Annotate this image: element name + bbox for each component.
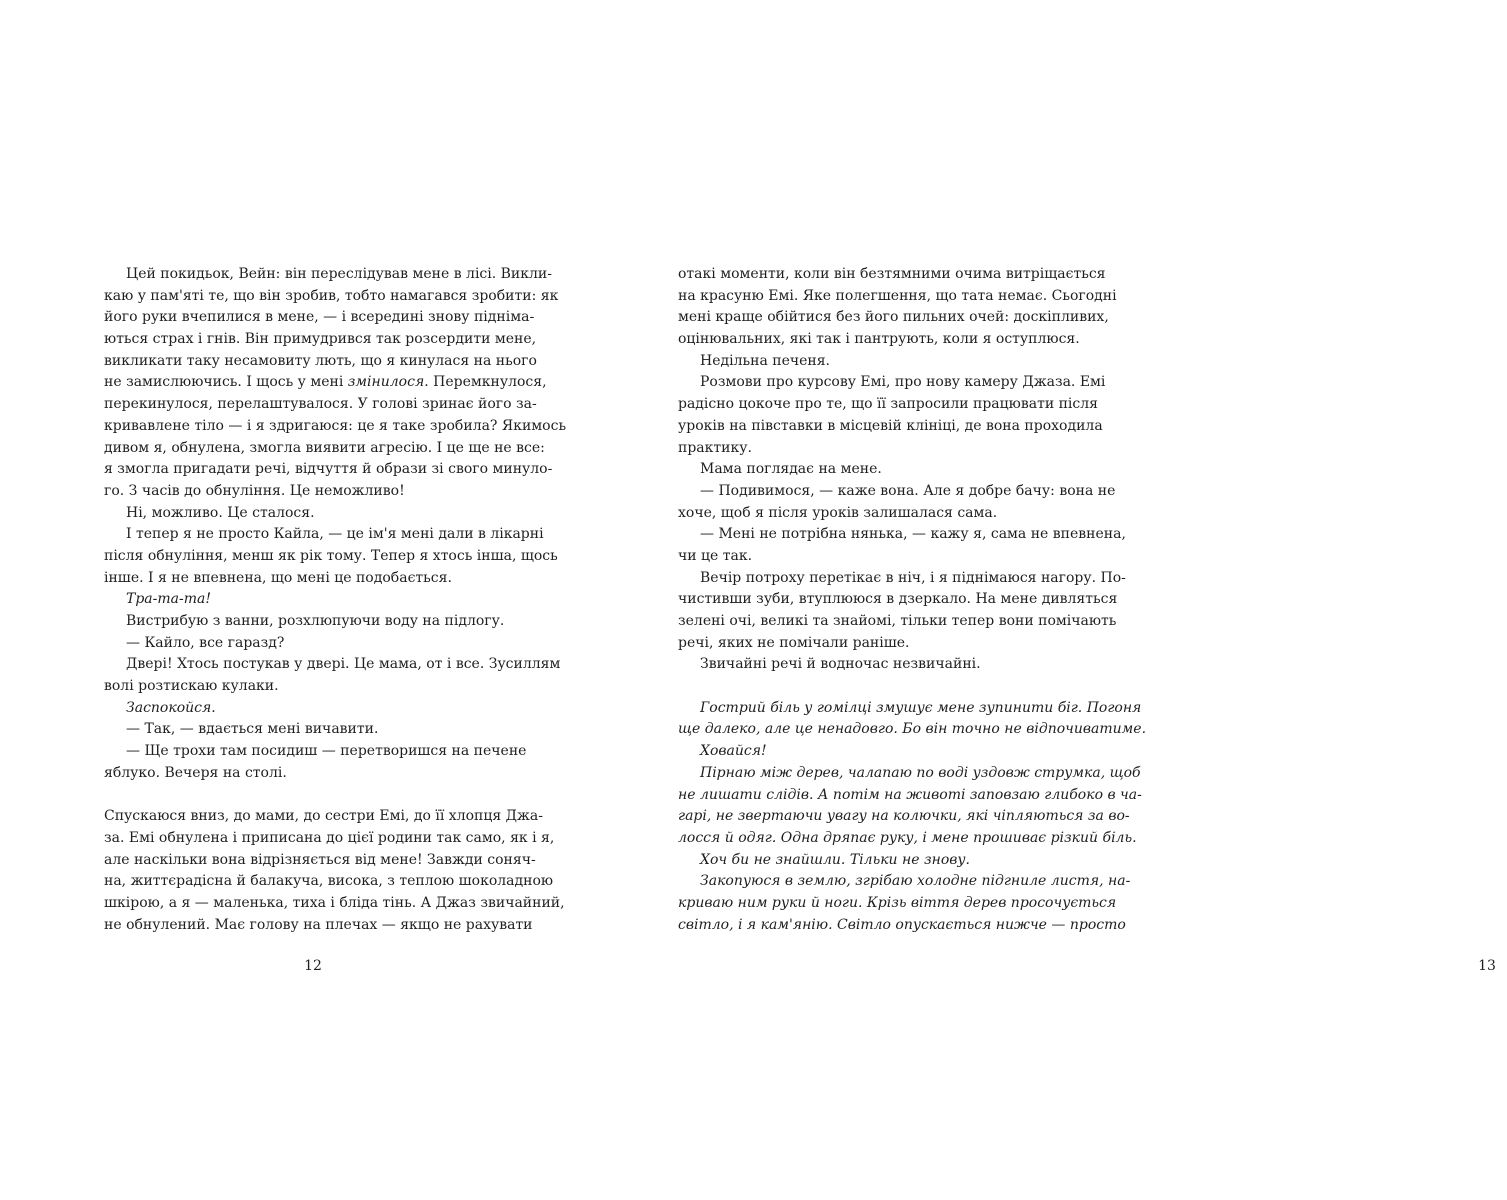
text-run: . Перемкнулося, (424, 374, 547, 391)
text-line: Мама поглядає на мене. (700, 461, 882, 478)
left-page (0, 0, 600, 1200)
text-line: гарі, не звертаючи увагу на колючки, які чіпляються за во- (678, 808, 1130, 825)
text-line: Вистрибую з ванни, розхлюпуючи воду на підлогу. (126, 613, 505, 629)
text-line: ються страх і гнів. Він примудрився так розсердити мене, (104, 331, 537, 348)
text-line: перекинулося, перелаштувалося. У голові зринає його за- (104, 396, 537, 413)
text-line: викликати таку несамовиту лють, що я кинулася на нього (104, 352, 537, 369)
right-page-text (678, 264, 1147, 936)
text-line: дивом я, обнулена, змогла виявити агресію. І це ще не все: (104, 439, 545, 456)
text-line: на, життєрадісна й балакуча, висока, з теплою шоколадною (104, 873, 554, 890)
text-line: Хоч би не знайшли. Тільки не знову. (700, 851, 970, 868)
text-line: за. Емі обнулена і приписана до цієї родини так само, як і я, (104, 829, 555, 846)
text-line: оцінювальних, які так і пантрують, коли я оступлюся. (678, 331, 1080, 348)
text-line: не лишати слідів. А потім на животі заповзаю глибоко в ча- (678, 786, 1142, 803)
text-line: чистивши зуби, втуплююся в дзеркало. На мене дивляться (678, 591, 1118, 608)
text-line: на красуню Емі. Яке полегшення, що тата немає. Сьогодні (678, 287, 1117, 304)
text-line: — Кайло, все гаразд? (126, 634, 285, 651)
text-line: Ні, можливо. Це сталося. (126, 504, 315, 521)
text-line: радісно цокоче про те, що її запросили працювати після (678, 396, 1098, 413)
text-line: І тепер я не просто Кайла, — це ім'я мені дали в лікарні (126, 526, 544, 543)
left-page-number: 12 (304, 958, 322, 974)
text-line: — Мені не потрібна нянька, — кажу я, сама не впевнена, (700, 526, 1126, 543)
text-line: Тра-та-та! (126, 591, 211, 608)
right-page (600, 0, 1496, 1200)
text-run: не замислюючись. І щось у мені (104, 374, 348, 391)
text-line: Ховайся! (700, 743, 767, 760)
text-line: хоче, щоб я після уроків залишалася сама. (678, 504, 998, 521)
text-line: — Ще трохи там посидиш — перетворишся на печене (126, 743, 527, 760)
text-line: але наскільки вона відрізняється від мене! Завжди соняч- (104, 851, 536, 868)
text-line: волі розтискаю кулаки. (104, 678, 279, 695)
text-line: ще далеко, але це ненадовго. Бо він точно не відпочиватиме. (678, 721, 1147, 738)
text-line: після обнуління, менш як рік тому. Тепер я хтось інша, щось (104, 547, 558, 564)
text-line: уроків на півставки в місцевій клініці, де вона проходила (678, 417, 1103, 434)
text-line: не обнулений. Має голову на плечах — якщо не рахувати (104, 916, 533, 933)
text-line: яблуко. Вечеря на столі. (104, 764, 287, 781)
text-line: я змогла пригадати речі, відчуття й образи зі свого минуло- (104, 461, 553, 478)
text-line (104, 372, 547, 394)
text-line: го. З часів до обнуління. Це неможливо! (104, 482, 405, 499)
text-line: речі, яких не помічали раніше. (678, 634, 910, 651)
emphasis-run: змінилося (347, 374, 425, 391)
text-line: кривавлене тіло — і я здригаюся: це я таке зробила? Якимось (104, 417, 567, 434)
text-line: Двері! Хтось постукав у двері. Це мама, от і все. Зусиллям (126, 656, 561, 673)
text-line: каю у пам'яті те, що він зробив, тобто намагався зробити: як (104, 287, 559, 304)
text-line: криваю ним руки й ноги. Крізь віття дерев просочується (678, 894, 1117, 911)
right-page-number: 13 (1478, 958, 1496, 974)
text-line: лосся й одяг. Одна дряпає руку, і мене прошиває різкий біль. (678, 829, 1137, 846)
text-line: чи це так. (678, 547, 753, 564)
text-line: Розмови про курсову Емі, про нову камеру Джаза. Емі (700, 374, 1106, 391)
section-break (104, 785, 522, 807)
section-break (678, 676, 1096, 698)
text-line: його руки вчепилися в мене, — і всередині знову підніма- (104, 309, 535, 326)
text-line: Недільна печеня. (700, 352, 831, 369)
text-line: Спускаюся вниз, до мами, до сестри Емі, до її хлопця Джа- (104, 808, 543, 825)
text-line: шкірою, а я — маленька, тиха і бліда тінь. А Джаз звичайний, (104, 894, 565, 911)
text-line: Цей покидьок, Вейн: він переслідував мене в лісі. Викли- (126, 266, 552, 282)
text-line: — Подивимося, — каже вона. Але я добре бачу: вона не (700, 482, 1116, 499)
text-line: інше. І я не впевнена, що мені це подобається. (104, 569, 452, 586)
text-line: Закопуюся в землю, згрібаю холодне підгниле листя, на- (700, 873, 1131, 890)
text-line: Гострий біль у гомілці змушує мене зупинити біг. Погоня (700, 699, 1142, 716)
text-line: отакі моменти, коли він безтямними очима витріщається (678, 266, 1106, 282)
text-line: світло, і я кам'янію. Світло опускається нижче — просто (678, 916, 1126, 933)
left-page-text (104, 264, 567, 936)
text-line: Заспокойся. (126, 699, 216, 716)
text-line: мені краще обійтися без його пильних очей: доскіпливих, (678, 309, 1109, 326)
text-line: Пірнаю між дерев, чалапаю по воді уздовж струмка, щоб (700, 764, 1141, 781)
text-line: Звичайні речі й водночас незвичайні. (700, 656, 981, 673)
text-line: практику. (678, 439, 752, 456)
text-line: — Так, — вдається мені вичавити. (126, 721, 379, 738)
text-line: Вечір потроху перетікає в ніч, і я піднімаюся нагору. По- (700, 569, 1126, 586)
text-line: зелені очі, великі та знайомі, тільки тепер вони помічають (678, 613, 1117, 629)
